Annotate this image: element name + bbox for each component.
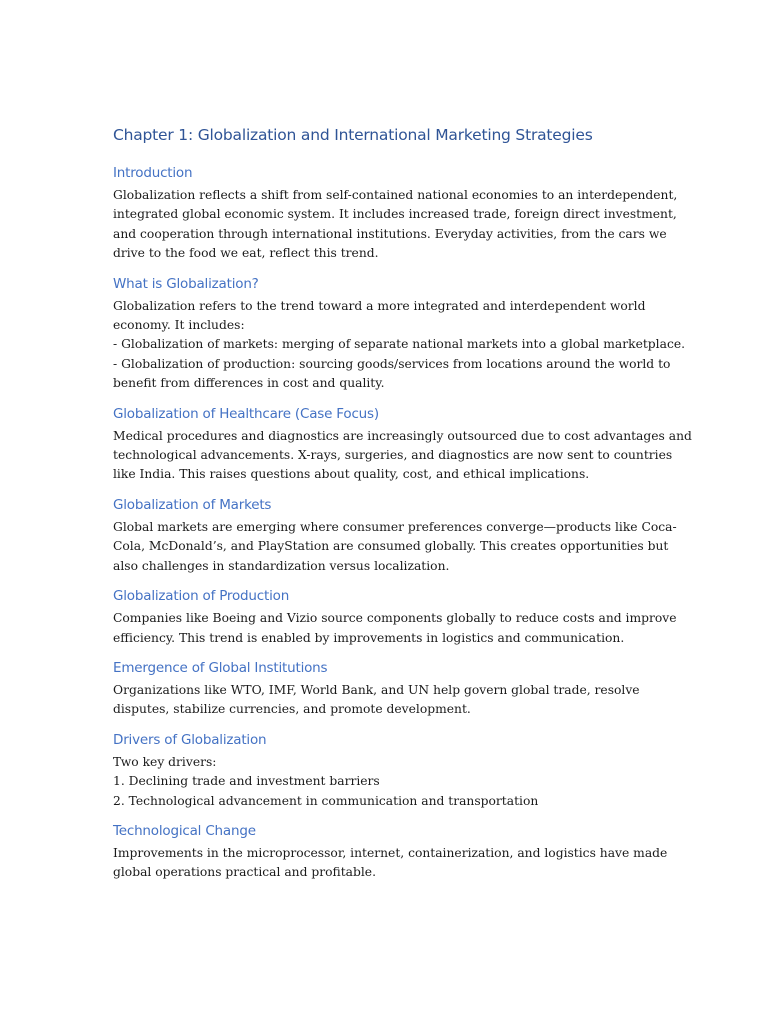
paragraph-line: Two key drivers: <box>113 754 217 769</box>
section-heading: Emergence of Global Institutions <box>113 659 328 676</box>
paragraph-line: and cooperation through international institutions. Everyday activities, from the cars we <box>113 226 667 241</box>
paragraph-line: benefit from differences in cost and quality. <box>113 376 385 391</box>
paragraph-line: drive to the food we eat, reflect this trend. <box>113 246 379 261</box>
paragraph-line: Medical procedures and diagnostics are increasingly outsourced due to cost advantages and <box>113 428 692 443</box>
section-heading: Globalization of Production <box>113 588 290 605</box>
paragraph-line: disputes, stabilize currencies, and promote development. <box>113 702 471 717</box>
section-global-institutions <box>113 657 658 720</box>
paragraph-line: efficiency. This trend is enabled by improvements in logistics and communication. <box>113 630 625 645</box>
section-heading: Introduction <box>113 165 193 181</box>
paragraph-line: like India. This raises questions about quality, cost, and ethical implications. <box>113 467 590 482</box>
section-drivers <box>113 729 658 811</box>
section-markets <box>113 494 677 576</box>
section-introduction <box>113 162 678 264</box>
paragraph-line: integrated global economic system. It includes increased trade, foreign direct investment, <box>113 207 677 222</box>
paragraph-line: global operations practical and profitable. <box>113 865 376 880</box>
paragraph-line: 2. Technological advancement in communication and transportation <box>113 793 539 808</box>
section-heading: Globalization of Healthcare (Case Focus) <box>113 405 379 422</box>
paragraph-line: technological advancements. X-rays, surgeries, and diagnostics are now sent to countries <box>113 448 673 463</box>
paragraph-line: Organizations like WTO, IMF, World Bank, and UN help govern global trade, resolve <box>113 682 640 697</box>
paragraph-line: Improvements in the microprocessor, internet, containerization, and logistics have made <box>113 845 668 860</box>
paragraph-line: - Globalization of production: sourcing goods/services from locations around the world to <box>113 356 671 371</box>
section-production <box>113 585 677 648</box>
section-heading: Drivers of Globalization <box>113 731 267 748</box>
paragraph-line: Companies like Boeing and Vizio source components globally to reduce costs and improve <box>113 611 677 626</box>
section-healthcare <box>113 403 692 485</box>
section-what-is-globalization <box>113 273 686 394</box>
section-heading: What is Globalization? <box>113 275 259 292</box>
paragraph-line: Globalization refers to the trend toward a more integrated and interdependent world <box>113 298 646 313</box>
paragraph-line: Cola, McDonald’s, and PlayStation are consumed globally. This creates opportunities but <box>113 539 669 554</box>
page-title: Chapter 1: Globalization and International Marketing Strategies <box>113 126 593 144</box>
paragraph-line: also challenges in standardization versus localization. <box>113 558 450 573</box>
paragraph-line: economy. It includes: <box>113 318 245 333</box>
paragraph-line: - Globalization of markets: merging of separate national markets into a global marketplace. <box>113 337 686 352</box>
section-technological-change <box>113 820 668 883</box>
section-heading: Globalization of Markets <box>113 496 272 513</box>
paragraph-line: Globalization reflects a shift from self-contained national economies to an interdependent, <box>113 188 678 202</box>
section-heading: Technological Change <box>113 822 256 839</box>
paragraph-line: 1. Declining trade and investment barriers <box>113 774 380 789</box>
paragraph-line: Global markets are emerging where consumer preferences converge—products like Coca- <box>113 519 677 534</box>
document-content <box>113 122 692 892</box>
